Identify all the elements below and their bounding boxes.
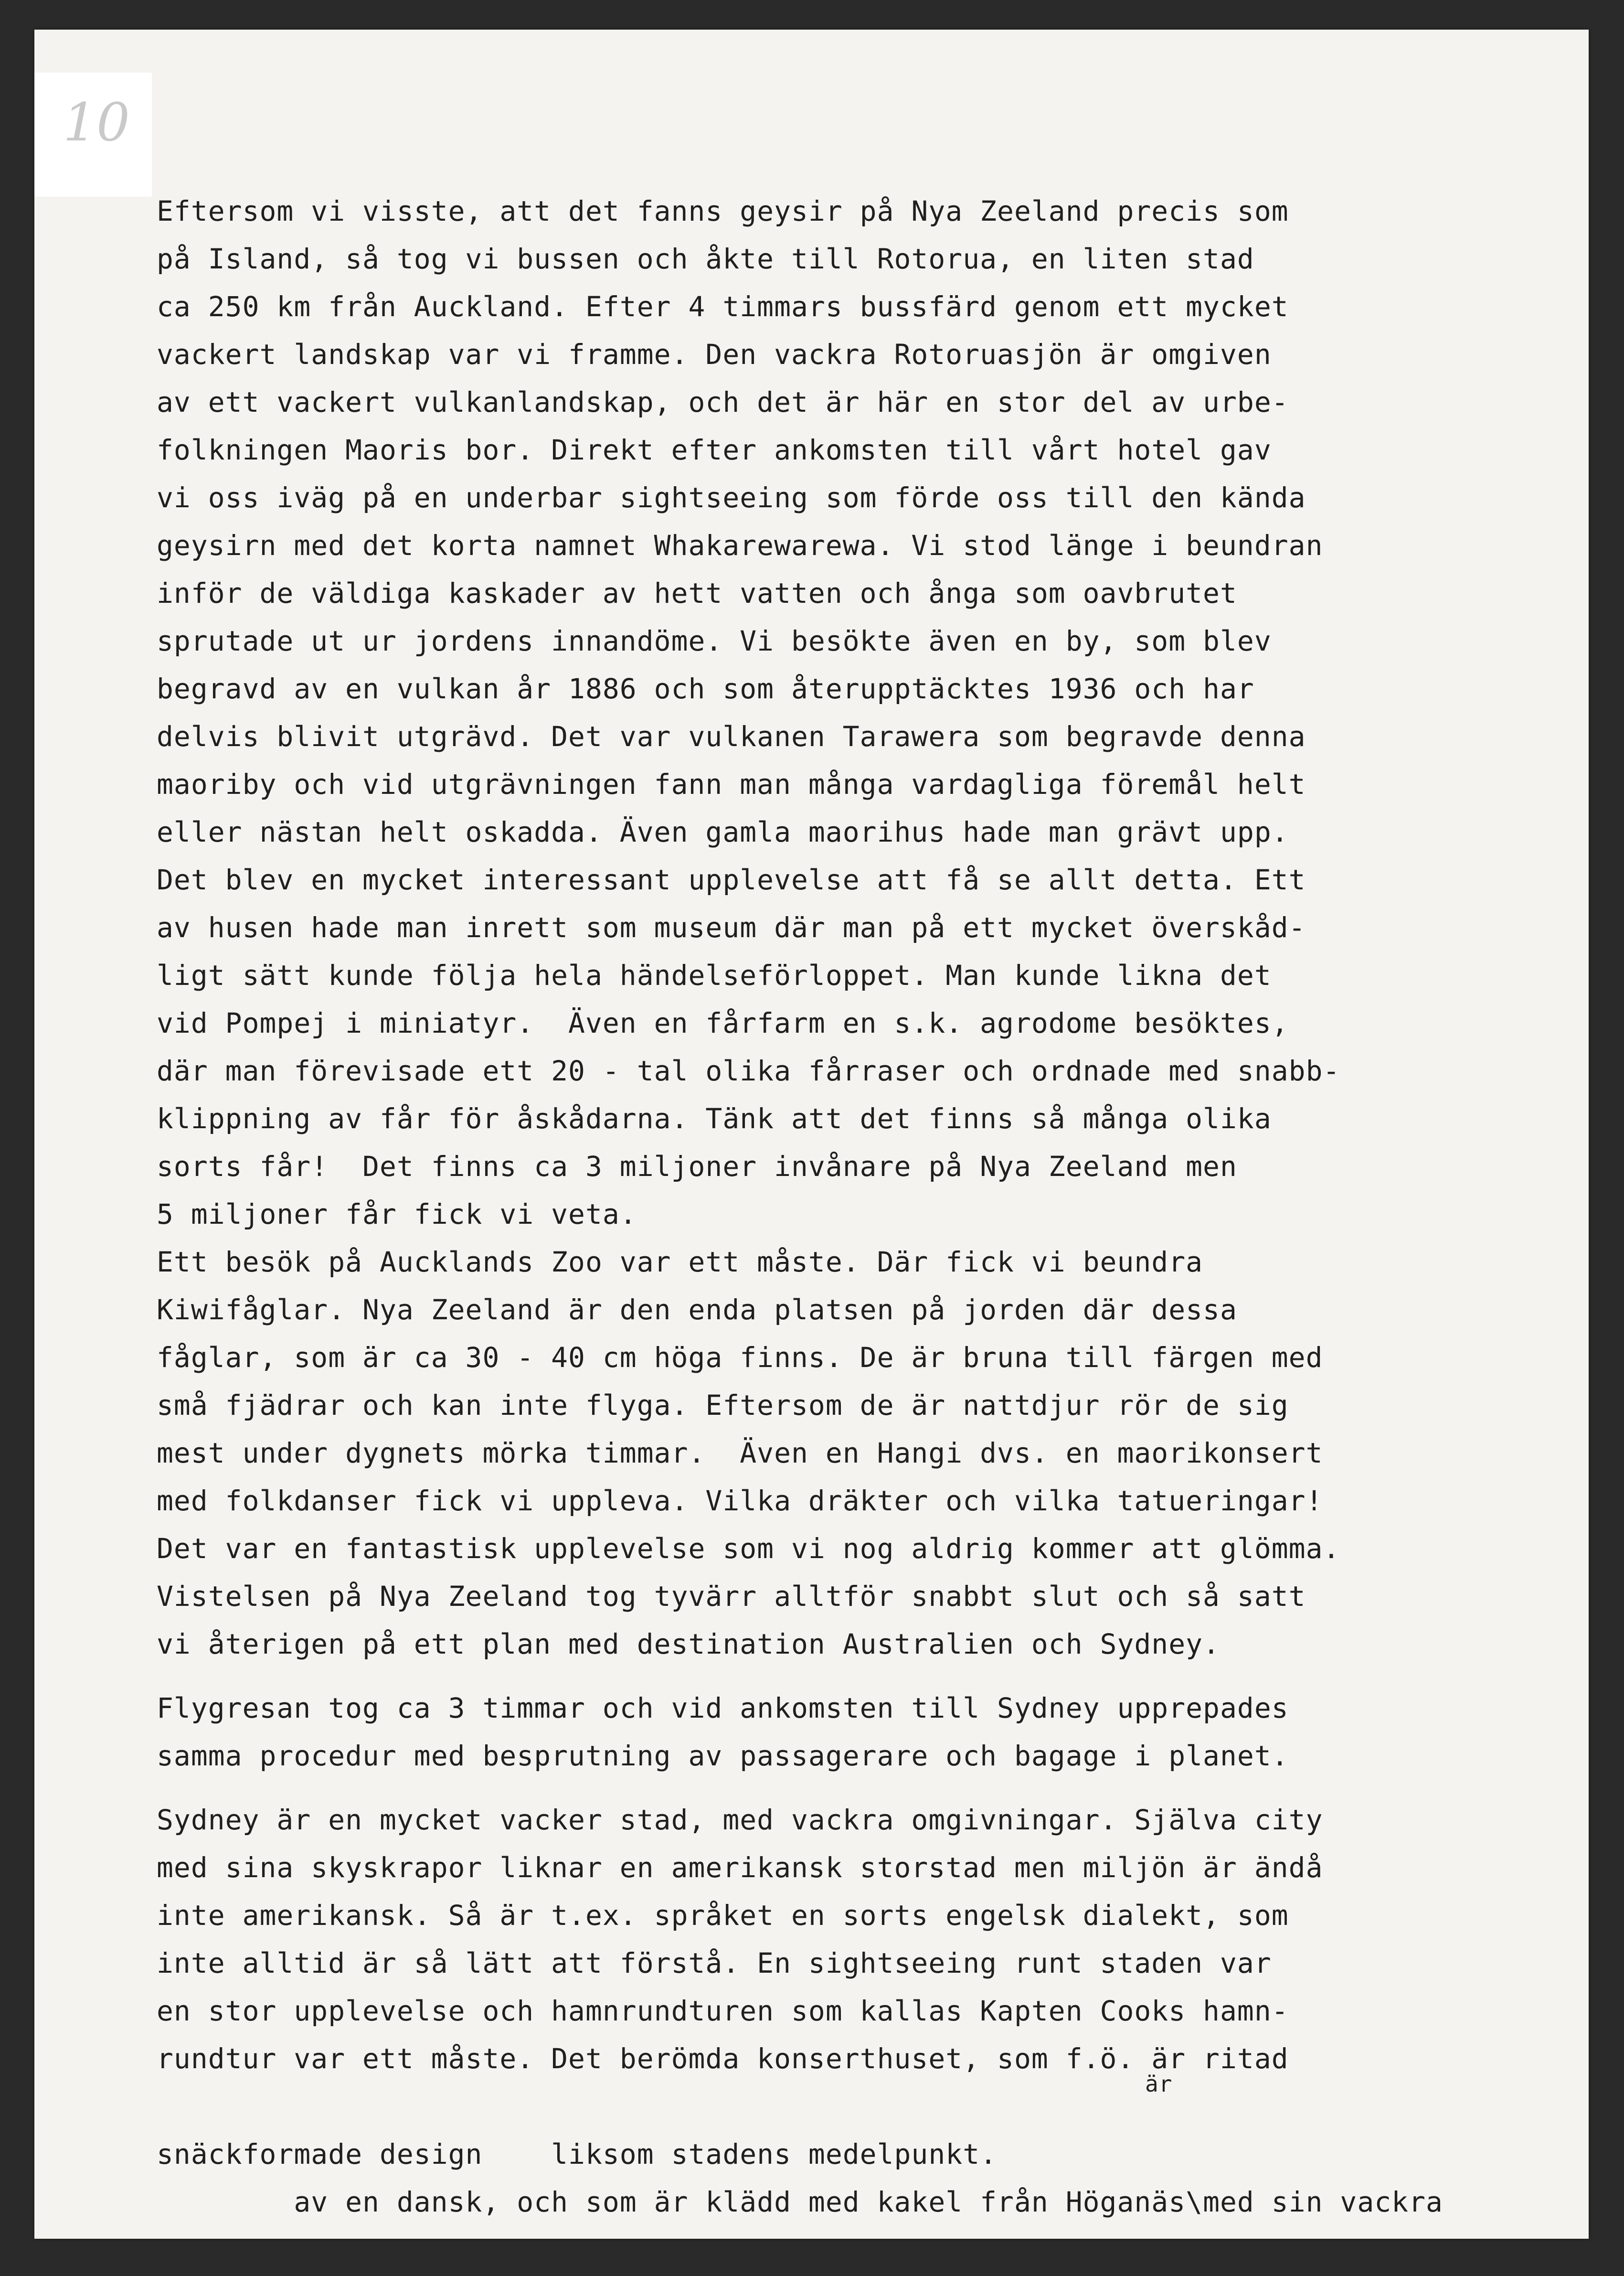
- text-line: Eftersom vi visste, att det fanns geysir på Nya Zeeland precis som: [157, 195, 1289, 227]
- body-text: [157, 187, 1570, 2218]
- text-line: inte alltid är så lätt att förstå. En sightseeing runt staden var: [157, 1947, 1272, 1979]
- page-number-label: [34, 73, 152, 197]
- text-line: begravd av en vulkan år 1886 och som återupptäcktes 1936 och har: [157, 673, 1254, 705]
- text-line: inför de väldiga kaskader av hett vatten och ånga som oavbrutet: [157, 577, 1237, 609]
- text-line: ligt sätt kunde följa hela händelseförloppet. Man kunde likna det: [157, 959, 1272, 992]
- text-line: sorts får! Det finns ca 3 miljoner invånare på Nya Zeeland men: [157, 1150, 1237, 1183]
- text-line: delvis blivit utgrävd. Det var vulkanen Tarawera som begravde denna: [157, 720, 1306, 753]
- text-line: Sydney är en mycket vacker stad, med vackra omgivningar. Själva city: [157, 1804, 1323, 1836]
- paragraph: [157, 1684, 1570, 1780]
- text-line: av en dansk, och som är klädd med kakel från Höganäs\med sin vackra: [294, 2186, 1443, 2218]
- text-line: eller nästan helt oskadda. Även gamla maorihus hade man grävt upp.: [157, 816, 1289, 848]
- text-line: ca 250 km från Auckland. Efter 4 timmars bussfärd genom ett mycket: [157, 290, 1289, 323]
- text-line: med sina skyskrapor liknar en amerikansk storstad men miljön är ändå: [157, 1851, 1323, 1884]
- text-line: maoriby och vid utgrävningen fann man många vardagliga föremål helt: [157, 768, 1306, 801]
- paragraph-gap: [157, 1668, 1570, 1684]
- text-line: Det var en fantastisk upplevelse som vi nog aldrig kommer att glömma.: [157, 1532, 1340, 1565]
- handwritten-insert: är: [1145, 2071, 1173, 2097]
- text-line: mest under dygnets mörka timmar. Även en Hangi dvs. en maorikonsert: [157, 1437, 1323, 1469]
- text-line: rundtur var ett måste. Det berömda konserthuset, som f.ö. är ritad: [157, 2042, 1289, 2075]
- text-line: en stor upplevelse och hamnrundturen som kallas Kapten Cooks hamn-: [157, 1995, 1289, 2027]
- text-line: sprutade ut ur jordens innandöme. Vi besökte även en by, som blev: [157, 625, 1272, 657]
- text-line: Kiwifåglar. Nya Zeeland är den enda platsen på jorden där dessa: [157, 1293, 1237, 1326]
- text-line: 5 miljoner får fick vi veta.: [157, 1198, 637, 1230]
- text-line: inte amerikansk. Så är t.ex. språket en sorts engelsk dialekt, som: [157, 1899, 1289, 1932]
- text-line: på Island, så tog vi bussen och åkte till Rotorua, en liten stad: [157, 243, 1254, 275]
- text-line: med folkdanser fick vi uppleva. Vilka dräkter och vilka tatueringar!: [157, 1485, 1323, 1517]
- text-line: vi oss iväg på en underbar sightseeing som förde oss till den kända: [157, 481, 1306, 514]
- page-number: 10: [63, 92, 130, 153]
- text-line: geysirn med det korta namnet Whakarewarewa. Vi stod länge i beundran: [157, 529, 1323, 562]
- text-line: Ett besök på Aucklands Zoo var ett måste. Där fick vi beundra: [157, 1246, 1203, 1278]
- paragraph: [157, 1796, 1570, 2218]
- text-line: snäckformade design liksom stadens medelpunkt.: [157, 2138, 998, 2170]
- paragraph-gap: [157, 1780, 1570, 1796]
- text-line: Vistelsen på Nya Zeeland tog tyvärr alltför snabbt slut och så satt: [157, 1580, 1306, 1613]
- text-line: av husen hade man inrett som museum där man på ett mycket överskåd-: [157, 911, 1306, 944]
- text-line: vi återigen på ett plan med destination Australien och Sydney.: [157, 1628, 1220, 1660]
- document-page: [34, 30, 1589, 2239]
- paragraph: [157, 187, 1570, 1668]
- text-line: folkningen Maoris bor. Direkt efter ankomsten till vårt hotel gav: [157, 434, 1272, 466]
- text-line: vid Pompej i miniatyr. Även en fårfarm en s.k. agrodome besöktes,: [157, 1007, 1289, 1039]
- text-line: fåglar, som är ca 30 - 40 cm höga finns. De är bruna till färgen med: [157, 1341, 1323, 1374]
- text-line: samma procedur med besprutning av passagerare och bagage i planet.: [157, 1740, 1289, 1772]
- text-line: Det blev en mycket interessant upplevelse att få se allt detta. Ett: [157, 864, 1306, 896]
- text-line: av ett vackert vulkanlandskap, och det är här en stor del av urbe-: [157, 386, 1289, 418]
- text-line: Flygresan tog ca 3 timmar och vid ankomsten till Sydney upprepades: [157, 1692, 1289, 1724]
- text-line: små fjädrar och kan inte flyga. Eftersom de är nattdjur rör de sig: [157, 1389, 1289, 1421]
- text-line: klippning av får för åskådarna. Tänk att det finns så många olika: [157, 1102, 1272, 1135]
- text-line: där man förevisade ett 20 - tal olika fårraser och ordnade med snabb-: [157, 1055, 1340, 1087]
- text-line: vackert landskap var vi framme. Den vackra Rotoruasjön är omgiven: [157, 338, 1272, 371]
